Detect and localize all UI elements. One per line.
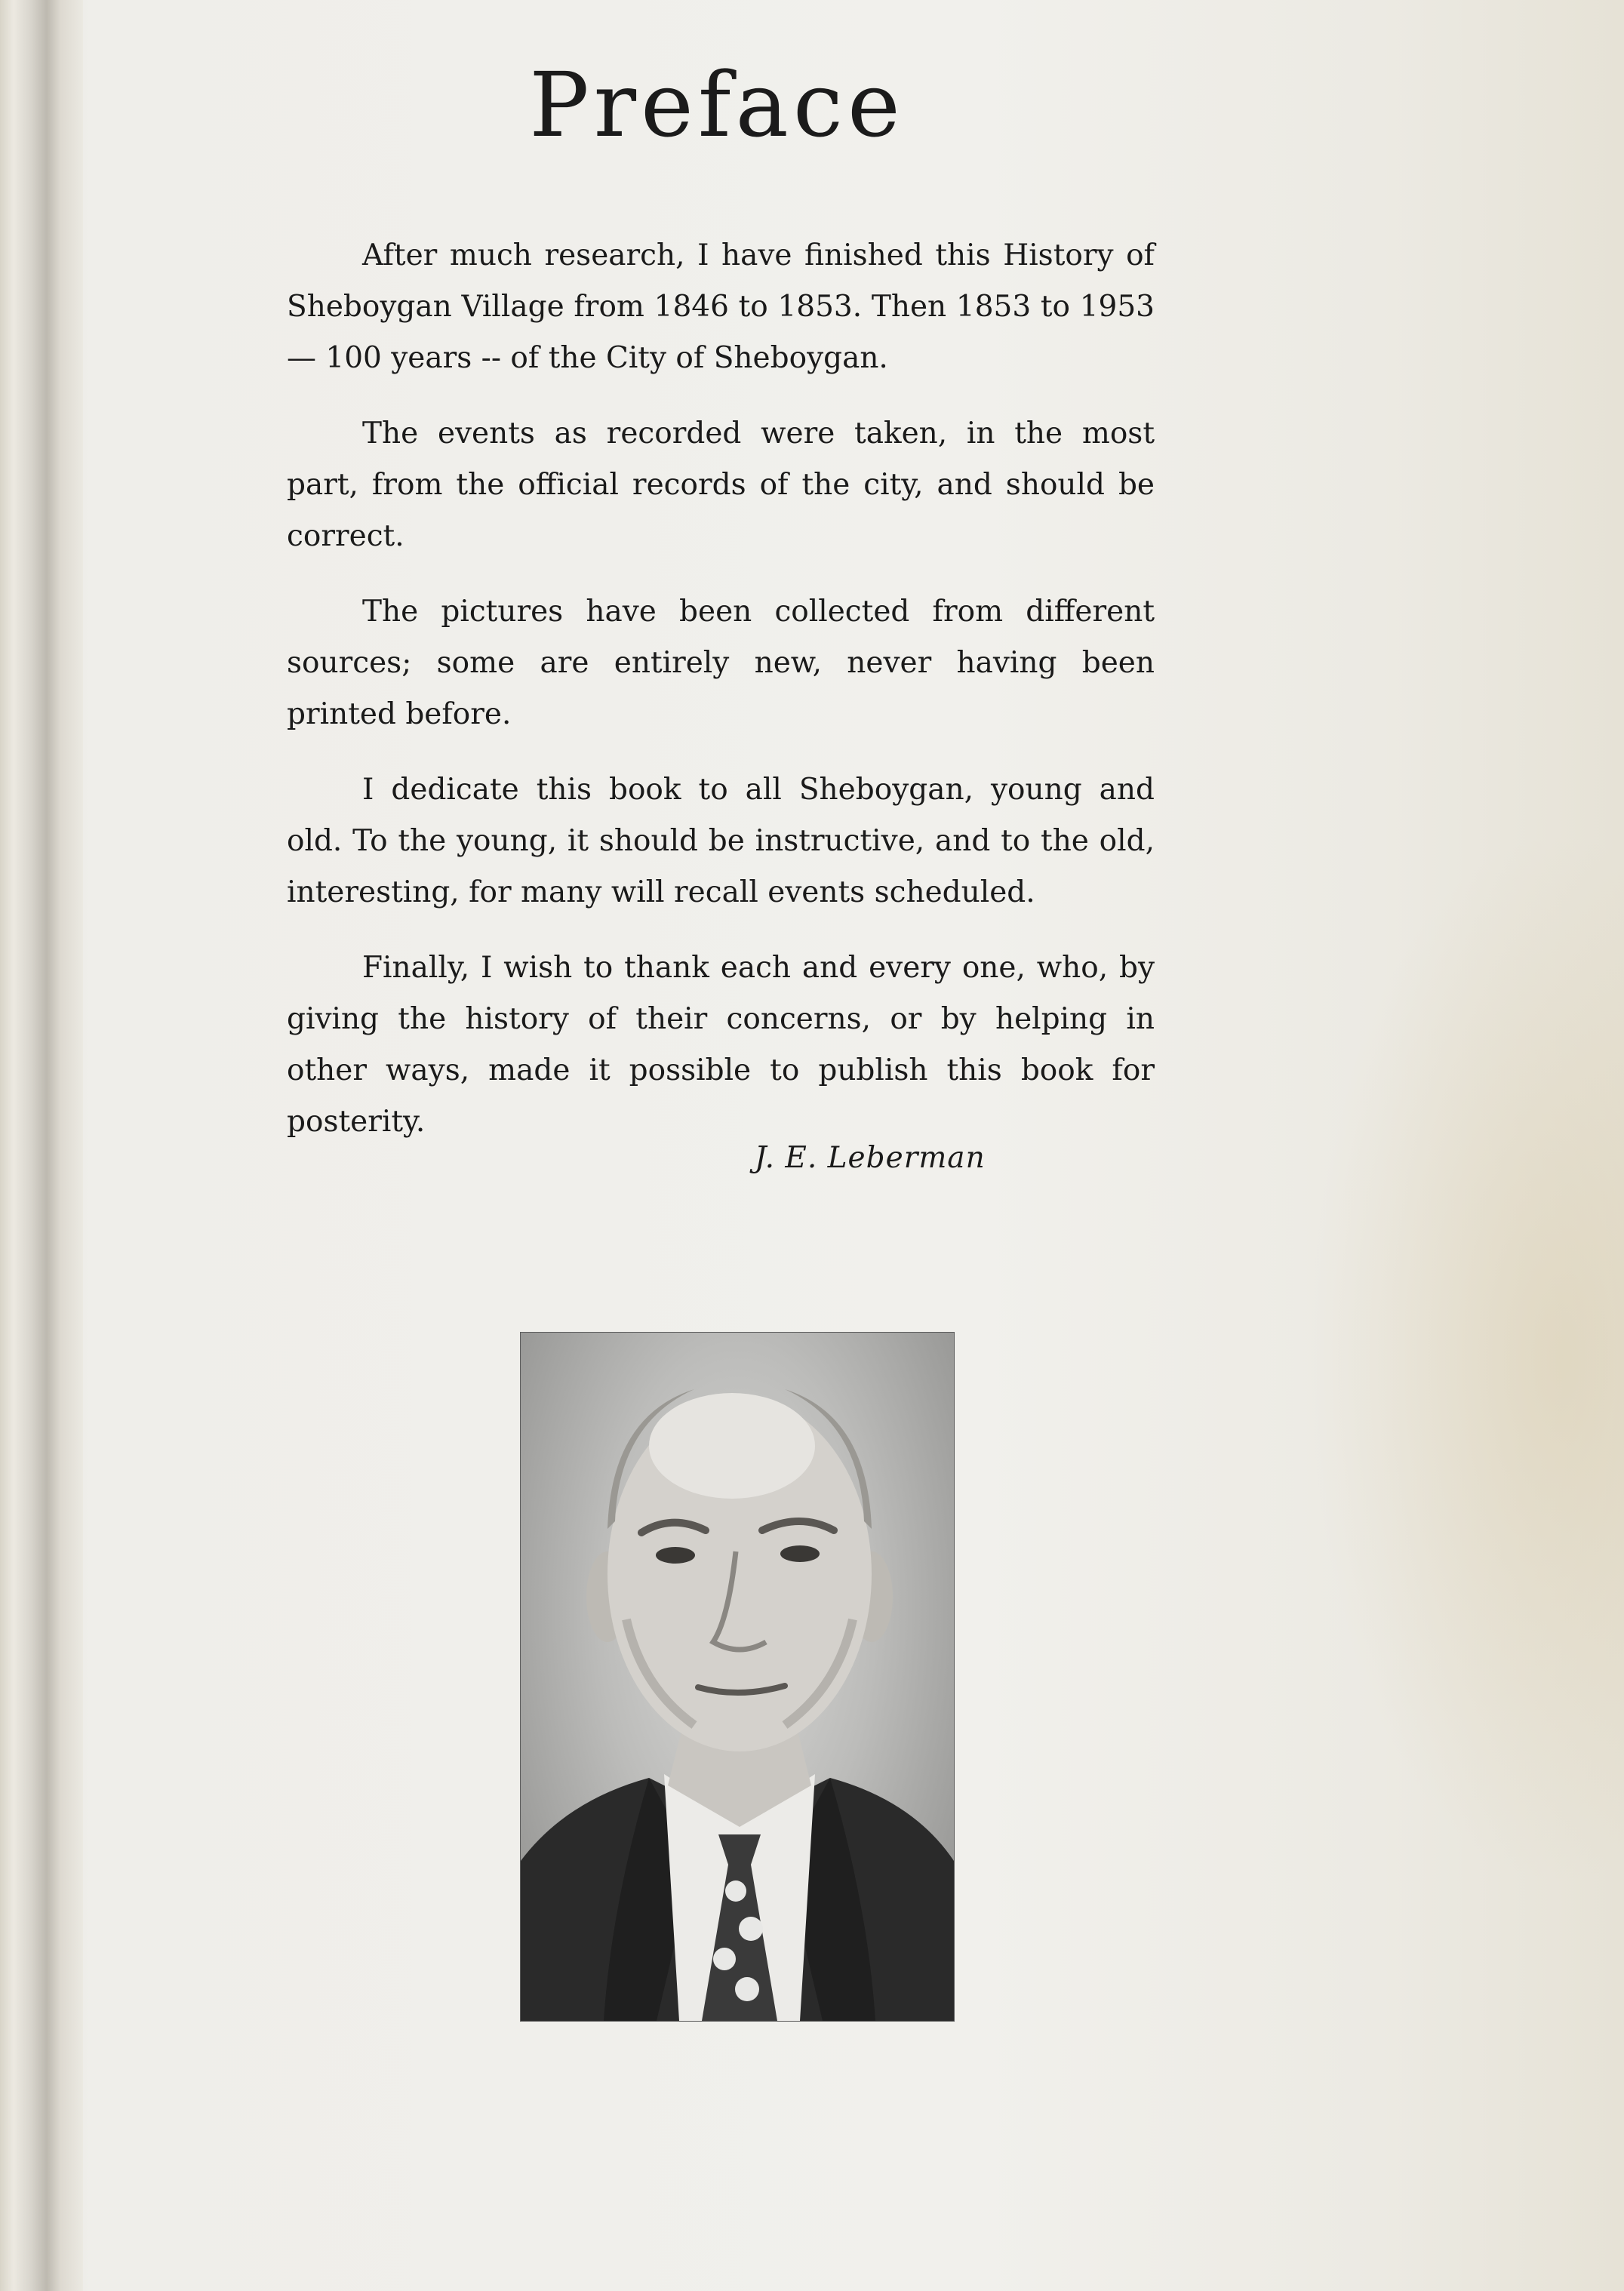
paragraph: The pictures have been collected from different sources; some are entirely new, never having been printed before. [287, 595, 1155, 731]
portrait-illustration [521, 1333, 954, 2021]
preface-body [287, 230, 1155, 1172]
author-portrait-photo [521, 1333, 954, 2021]
paragraph: After much research, I have finished this History of Sheboygan Village from 1846 to 1853. Then 1853 to 1953 — 100 years -- of the City of Sheboygan. [287, 238, 1155, 375]
paragraph: I dedicate this book to all Sheboygan, young and old. To the young, it should be instructive, and to the old, interesting, for many will recall events scheduled. [287, 773, 1155, 909]
book-spine [0, 0, 83, 2291]
paragraph: Finally, I wish to thank each and every one, who, by giving the history of their concerns, or by helping in other ways, made it possible to publish this book for posterity. [287, 951, 1155, 1139]
paragraph: The events as recorded were taken, in the most part, from the official records of the city, and should be correct. [287, 417, 1155, 553]
paper-stain [1307, 830, 1624, 1887]
page-title: Preface [529, 53, 905, 157]
author-signature: J. E. Leberman [755, 1141, 986, 1175]
